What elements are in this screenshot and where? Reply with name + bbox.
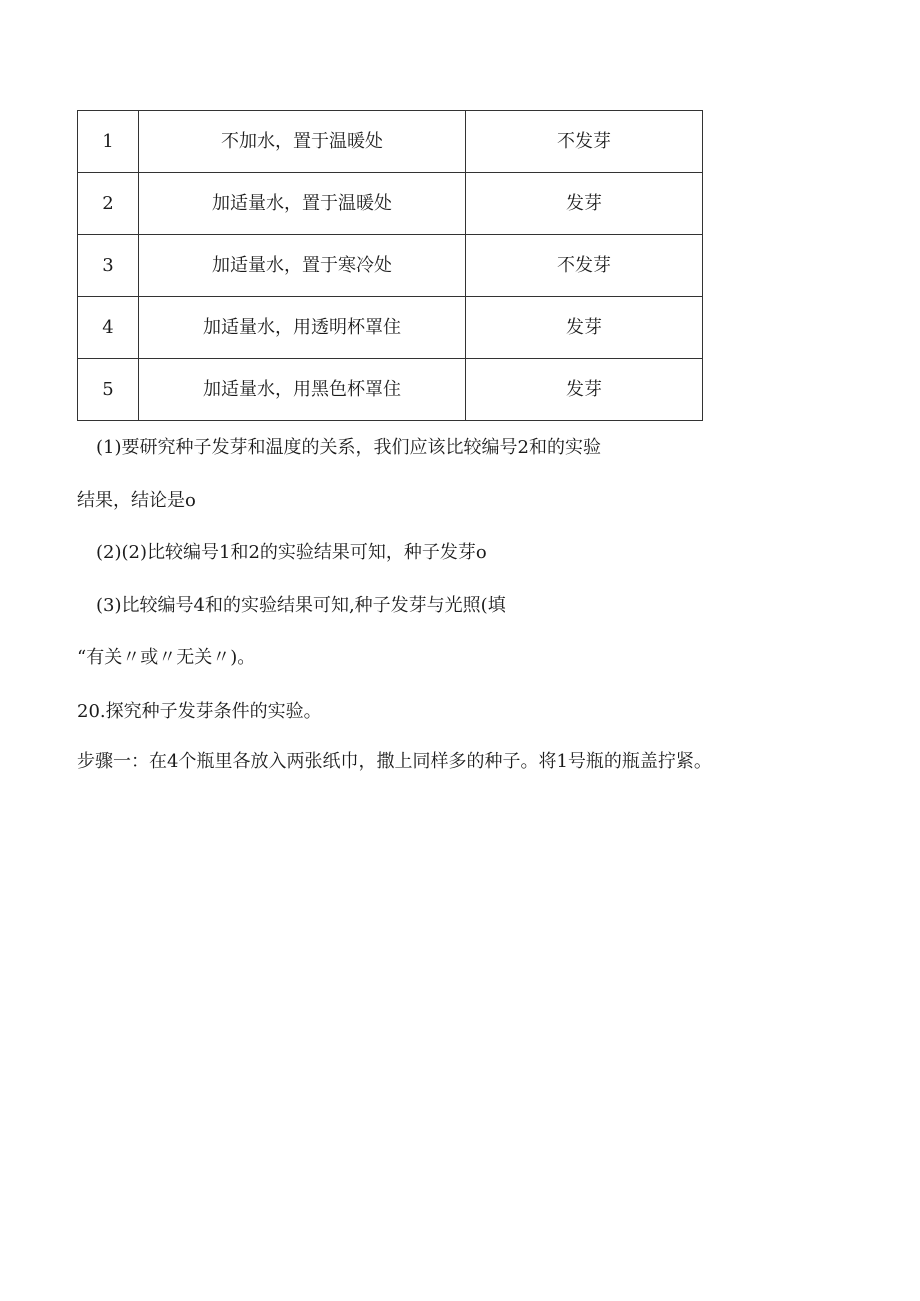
question-3-line-1: (3)比较编号4和的实验结果可知,种子发芽与光照(填 [96, 595, 506, 616]
row-number: 1 [78, 111, 139, 173]
experiment-results-table [77, 110, 703, 421]
row-result: 不发芽 [466, 111, 703, 173]
row-result: 不发芽 [466, 235, 703, 297]
row-number: 5 [78, 359, 139, 421]
table-row [78, 173, 703, 235]
section-20-title: 20.探究种子发芽条件的实验。 [77, 701, 322, 722]
question-1-line-2: 结果，结论是o [77, 490, 196, 511]
row-result: 发芽 [466, 359, 703, 421]
row-condition: 加适量水，用黑色杯罩住 [139, 359, 466, 421]
row-condition: 加适量水，置于寒冷处 [139, 235, 466, 297]
row-number: 2 [78, 173, 139, 235]
section-20-step-1: 步骤一：在4个瓶里各放入两张纸巾，撒上同样多的种子。将1号瓶的瓶盖拧紧。 [77, 751, 712, 772]
table-row [78, 111, 703, 173]
row-number: 3 [78, 235, 139, 297]
row-condition: 加适量水，置于温暖处 [139, 173, 466, 235]
row-number: 4 [78, 297, 139, 359]
question-1-line-1: (1)要研究种子发芽和温度的关系，我们应该比较编号2和的实验 [96, 437, 601, 458]
row-result: 发芽 [466, 297, 703, 359]
table-row [78, 297, 703, 359]
row-condition: 不加水，置于温暖处 [139, 111, 466, 173]
table-row [78, 359, 703, 421]
row-condition: 加适量水，用透明杯罩住 [139, 297, 466, 359]
question-3-line-2: “有关〃或〃无关〃)。 [77, 647, 256, 668]
question-2: (2)(2)比较编号1和2的实验结果可知，种子发芽o [96, 542, 487, 563]
table-row [78, 235, 703, 297]
row-result: 发芽 [466, 173, 703, 235]
